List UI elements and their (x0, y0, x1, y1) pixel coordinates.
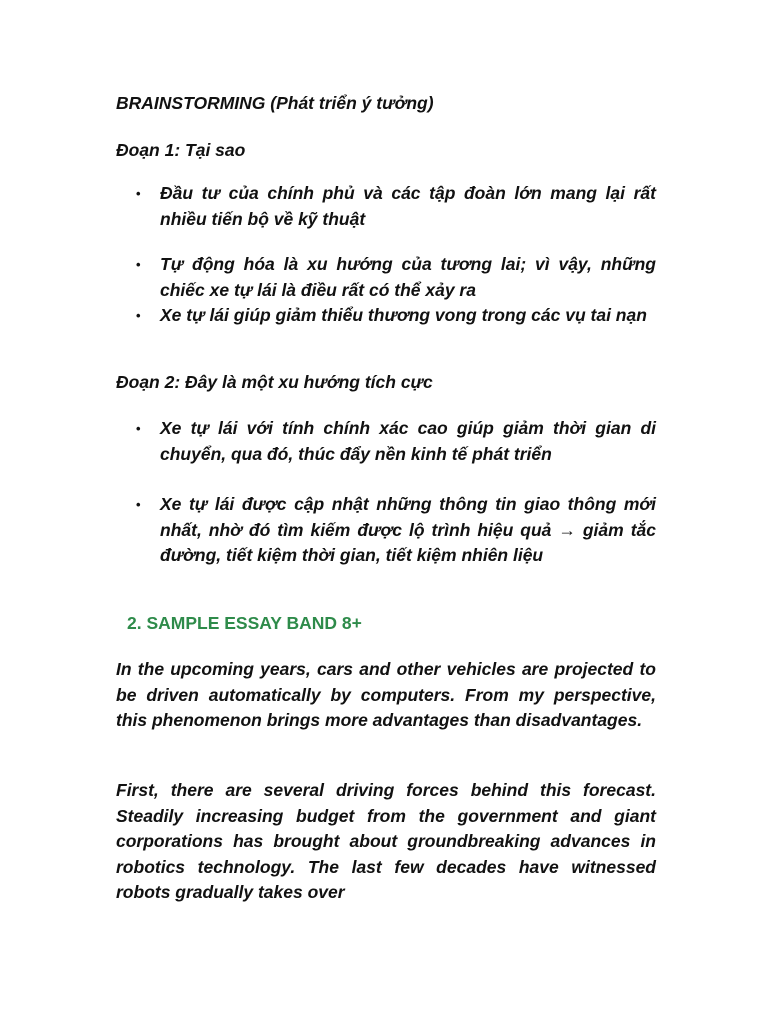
doan1-bullet-list-a (136, 181, 656, 232)
brainstorming-heading: BRAINSTORMING (Phát triển ý tưởng) (116, 93, 434, 113)
list-item: • Xe tự lái với tính chính xác cao giúp giảm thời gian di chuyển, qua đó, thúc đẩy nền kinh tế phát triển (136, 416, 656, 467)
doan2-bullet-list-b (136, 492, 656, 569)
list-item: • Xe tự lái được cập nhật những thông tin giao thông mới nhất, nhờ đó tìm kiếm được lộ trình hiệu quả → giảm tắc đường, tiết kiệm thời gian, tiết kiệm nhiên liệu (136, 492, 656, 569)
doan2-heading: Đoạn 2: Đây là một xu hướng tích cực (116, 372, 433, 392)
doan1-bullet-list-b (136, 252, 656, 303)
list-item: • Đầu tư của chính phủ và các tập đoàn lớn mang lại rất nhiều tiến bộ về kỹ thuật (136, 181, 656, 232)
list-item: • Tự động hóa là xu hướng của tương lai; vì vậy, những chiếc xe tự lái là điều rất có thể xảy ra (136, 252, 656, 303)
doan2-bullet-list-a (136, 416, 656, 467)
doan1-bullet-list-c (136, 303, 656, 329)
essay-paragraph: In the upcoming years, cars and other vehicles are projected to be driven automatically by computers. From my perspective, this phenomenon brings more advantages than disadvantages. (116, 659, 656, 730)
sample-essay-title: 2. SAMPLE ESSAY BAND 8+ (127, 613, 362, 633)
essay-paragraph: First, there are several driving forces behind this forecast. Steadily increasing budget from the government and giant corporations has brought about groundbreaking advances in robotics technology. The last few decades have witnessed robots gradually takes over (116, 780, 656, 902)
doan1-heading: Đoạn 1: Tại sao (116, 140, 246, 160)
list-item: • Xe tự lái giúp giảm thiểu thương vong trong các vụ tai nạn (136, 303, 656, 329)
